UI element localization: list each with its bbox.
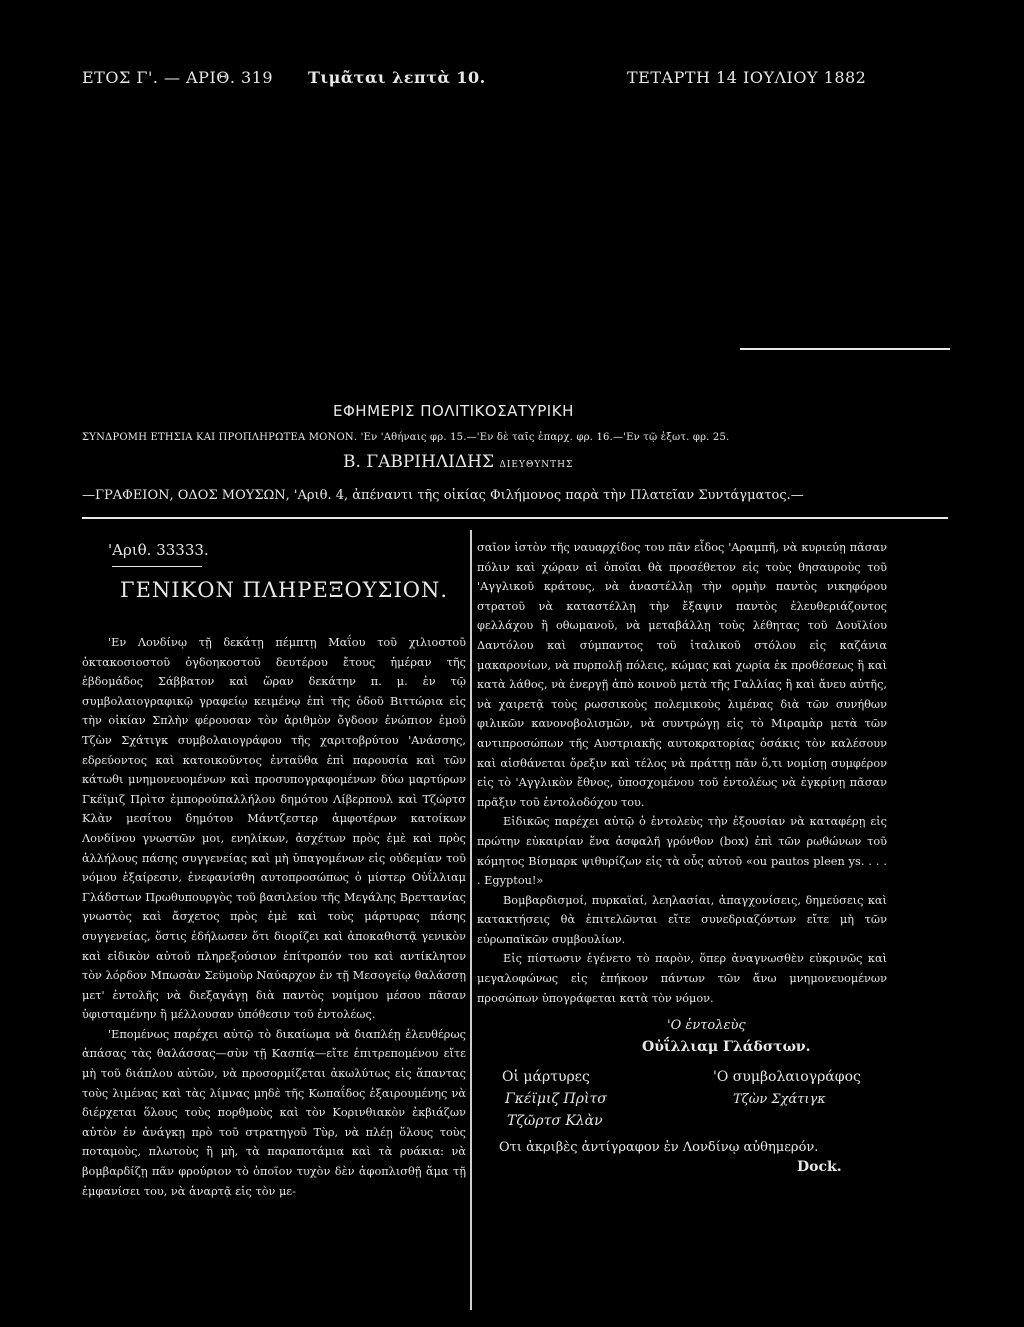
right-paragraph-3: Βομβαρδισμοί, πυρκαϊαί, λεηλασίαι, ἀπαγχονίσεις, δημεύσεις καὶ κατακτήσεις θὰ ἐπιτελῶνται εἴτε συνεδριαζόντων εἴτε μὴ τῶν εὐρωπαϊκῶν συμβουλίων. <box>477 893 887 946</box>
notary-name: Τζὼν Σχάτιγκ <box>733 1092 826 1108</box>
left-paragraph-2: 'Επομένως παρέχει αὐτῷ τὸ δικαίωμα νὰ διαπλέῃ ἐλευθέρως ἁπάσας τὰς θαλάσσας—σὺν τῇ Κασπίᾳ—εἴτε ἐπιτρεπομένου εἴτε μὴ τοῦ διάπλου αὐτῶν, νὰ προσορμίζεται ἀκωλύτως εἰς ἅπαντας τοὺς λιμένας καὶ τὰς λίμνας μηδὲ τῆς Κωπαΐδος ἐξαιρουμένης νὰ διέρχεται ὅλους τοὺς πορθμοὺς καὶ τὸν Κορινθιακὸν ἐκβιάζων αὐτὸν ἐν ἀνάγκῃ πρὸ τοῦ στρατηγοῦ Τὺρ, νὰ πλέῃ ὅλους τοὺς ποταμοὺς, πλωτοὺς ἢ μὴ, τὰ παραποτάμια καὶ τὰ ρυάκια: νὰ βομβαρδίζῃ πᾶν φρούριον τὸ ὁποῖον τυχὸν δὲν ἀφοπλισθῇ ἅμα τῇ ἐμφανίσει του, νὰ ἀναρτᾷ εἰς τὸν με- <box>82 1027 466 1198</box>
right-column <box>477 538 887 1176</box>
principal-name: Οὐΐλλιαμ Γλάδστων. <box>642 1039 811 1056</box>
witnesses-heading: Οἱ μάρτυρες <box>502 1069 590 1086</box>
left-column <box>82 633 466 1201</box>
issue-year-number: ΕΤΟΣ Γ'. — ΑΡΙΘ. 319 <box>82 68 274 87</box>
header-divider <box>82 517 948 519</box>
witness-2: Τζῶρτσ Κλὰν <box>507 1113 603 1130</box>
issue-header <box>82 68 944 90</box>
right-paragraph-2: Εἰδικῶς παρέχει αὐτῷ ὁ ἐντολεὺς τὴν ἐξουσίαν νὰ καταφέρῃ εἰς πρώτην εὐκαιρίαν ἕνα ἀσφαλῆ γρόνθον (box) ἐπὶ τῶν ρωθώνων τοῦ κόμητος Βίσμαρκ ψιθυρίζων εἰς τὰ οὖς αὐτοῦ «ou pautos pleen ys. . . . . Egyptou!» <box>477 815 887 888</box>
signature-block <box>477 1016 887 1176</box>
dock-signature: Dock. <box>797 1159 842 1176</box>
editor-name: Β. ΓΑΒΡΙΗΛΙΔΗΣ <box>343 452 494 472</box>
subscription-line: ΣΥΝΔΡΟΜΗ ΕΤΗΣΙΑ ΚΑΙ ΠΡΟΠΛΗΡΩΤΕΑ ΜΟΝΟΝ. 'Εν 'Αθήναις φρ. 15.—'Εν δὲ ταῖς ἐπαρχ. φρ. 16.—'Εν τῷ ἐξωτ. φρ. 25. <box>82 432 730 443</box>
article-heading: ΓΕΝΙΚΟΝ ΠΛΗΡΕΞΟΥΣΙΟΝ. <box>120 578 449 602</box>
notary-heading: 'Ο συμβολαιογράφος <box>713 1069 861 1086</box>
document-number: 'Αριθ. 33333. <box>108 541 209 559</box>
editor-line <box>343 452 573 472</box>
right-paragraph-4: Εἰς πίστωσιν ἐγένετο τὸ παρὸν, ὅπερ ἀναγνωσθὲν εὐκρινῶς καὶ μεγαλοφώνως εἰς ἐπήκοον πάντων τῶν ἄνω μνημονευομένων προσώπων ὑπογράφεται κατὰ τὸν νόμον. <box>477 952 887 1005</box>
principal-title: 'Ο ἐντολεὺς <box>667 1018 746 1034</box>
paper-title: ΕΦΗΜΕΡΙΣ ΠΟΛΙΤΙΚΟΣΑΤΥΡΙΚΗ <box>333 402 574 420</box>
left-paragraph-1: 'Εν Λονδίνῳ τῇ δεκάτῃ πέμπτῃ Μαΐου τοῦ χιλιοστοῦ ὀκτακοσιοστοῦ ὀγδοηκοστοῦ δευτέρου ἔτους ἡμέραν τῆς ἑβδομάδος Σάββατον καὶ ὥραν δεκάτην π. μ. ἐν τῷ συμβολαιογραφικῷ γραφείῳ κειμένῳ ἐπὶ τῆς ὁδοῦ Βιττώρια εἰς τὴν οἰκίαν Σπλὴν φέρουσαν τὸν ἀριθμὸν ὄγδοον ἐνώπιον ἐμοῦ Τζὼν Σχάτιγκ συμβολαιογράφου τῆς χαριτοβρύτου 'Ανάσσης, εδρεύοντος καὶ κατοικοῦντος ἐνταῦθα ἐπὶ παρουσία καὶ τῶν κάτωθι μνημονευομένων καὶ προσυπογραφομένων δύω μαρτύρων Γκέϊμιζ Πρὶτσ ἐμπορούπαλλήλου δημότου Λίβερπουλ καὶ Τζώρτσ Κλὰν μεσίτου δημότου Μάντζεστερ ἀμφοτέρων κατοίκων Λονδίνου γνωστῶν μοι, ενηλίκων, ἀσχέτων πρὸς ἐμὲ καὶ πρὸς ἀλλήλους πάσης συγγενείας καὶ μὴ ὑπαγομένων εἰς οὐδεμίαν τοῦ νόμου ἐξαίρεσιν, ἐνεφανίσθη αυτοπροσώπως ὁ μίστερ Οὐΐλλιαμ Γλάδστων Πρωθυπουργὸς τοῦ βασιλείου τῆς Μεγάλης Βρεττανίας γνωστὸς καὶ ἄσχετος πρὸς ἐμὲ καὶ τοὺς μάρτυρας πάσης συγγενείας, ὅστις ἐδήλωσεν ὅτι διορίζει καὶ ἀποκαθιστᾷ γενικὸν καὶ εἰδικὸν αὐτοῦ πληρεξούσιον ἐπίτροπόν του καὶ αντίκλητον τὸν λόρδον Μπωσὰν Σεϋμοὺρ Ναύαρχον ἐν τῇ Μεσογείῳ θαλάσσῃ μετ' ἐντολῆς νὰ διεξαγάγῃ διὰ παντὸς νομίμου μέσου πᾶσαν ὑφισταμένην ἢ μέλλουσαν ὑπόθεσιν τοῦ ἐντολέως. <box>82 636 466 1022</box>
masthead-rule <box>740 348 950 350</box>
certification-line: Οτι ἀκριβὲς ἀντίγραφον ἐν Λονδίνῳ αὐθημερόν. <box>499 1140 819 1156</box>
issue-price: Τιμᾶται λεπτὰ 10. <box>308 68 486 87</box>
number-underline <box>112 566 202 567</box>
office-address: —ΓΡΑΦΕΙΟΝ, ΟΔΟΣ ΜΟΥΣΩΝ, 'Αριθ. 4, ἀπέναντι τῆς οἰκίας Φιλήμονος παρὰ τὴν Πλατεῖαν Συντάγματος.— <box>82 488 804 503</box>
issue-date: ΤΕΤΑΡΤΗ 14 ΙΟΥΛΙΟΥ 1882 <box>627 68 867 87</box>
right-paragraph-1: σαῖον ἱστὸν τῆς ναυαρχίδος του πᾶν εἶδος 'Αραμπῆ, νὰ κυριεύῃ πᾶσαν πόλιν καὶ χώραν αἱ ὁποῖαι θὰ προσέθετον εἰς τοὺς θησαυροὺς τοῦ 'Αγγλικοῦ κράτους, νὰ ἀναστέλλῃ τὴν ορμὴν παντὸς νικηφόρου στρατοῦ νὰ καταστέλλῃ τὴν ἔξαψιν παντὸς ἐλευθεριάζοντος φελλάχου ἢ οθωμανοῦ, νὰ μεταβάλλῃ τοὺς λέθητας τοῦ Δουϊλίου Δαντόλου καὶ σύμπαντος τοῦ ἰταλικοῦ στόλου εἰς καζάνια μακαρονίων, νὰ πυρπολῇ πόλεις, κώμας καὶ χωρία ἐκ προθέσεως ἢ καὶ κατὰ λάθος, νὰ ἐνεργῇ ἀπὸ κοινοῦ μετὰ τῆς Γαλλίας ἢ καὶ ἄνευ αὐτῆς, νὰ χαιρετᾷ τοὺς ρωσσικοὺς πολεμικοὺς λιμένας διὰ τῶν συνήθων φιλικῶν κανονοβολισμῶν, νὰ συντρώγῃ εἰς τὸ Μιραμὰρ μετὰ τῶν αντιπροσώπων τῆς Αυστριακῆς αυτοκρατορίας ὁσάκις τὸν καλέσουν καὶ αἰσθάνεται ὄρεξιν καὶ τέλος νὰ πράττῃ πᾶν ὅ,τι νομίσῃ συμφέρον εἰς τὸ 'Αγγλικὸν ἔθνος, ὑποσχομένου τοῦ ἐντολέως νὰ ἐγκρίνῃ πᾶσαν πρᾶξιν τοῦ ἐντολοδόχου του. <box>477 541 887 809</box>
witness-1: Γκέϊμιζ Πρὶτσ <box>505 1091 607 1108</box>
column-rule <box>470 530 472 1310</box>
editor-role: ΔΙΕΥΘΥΝΤΗΣ <box>499 460 574 470</box>
